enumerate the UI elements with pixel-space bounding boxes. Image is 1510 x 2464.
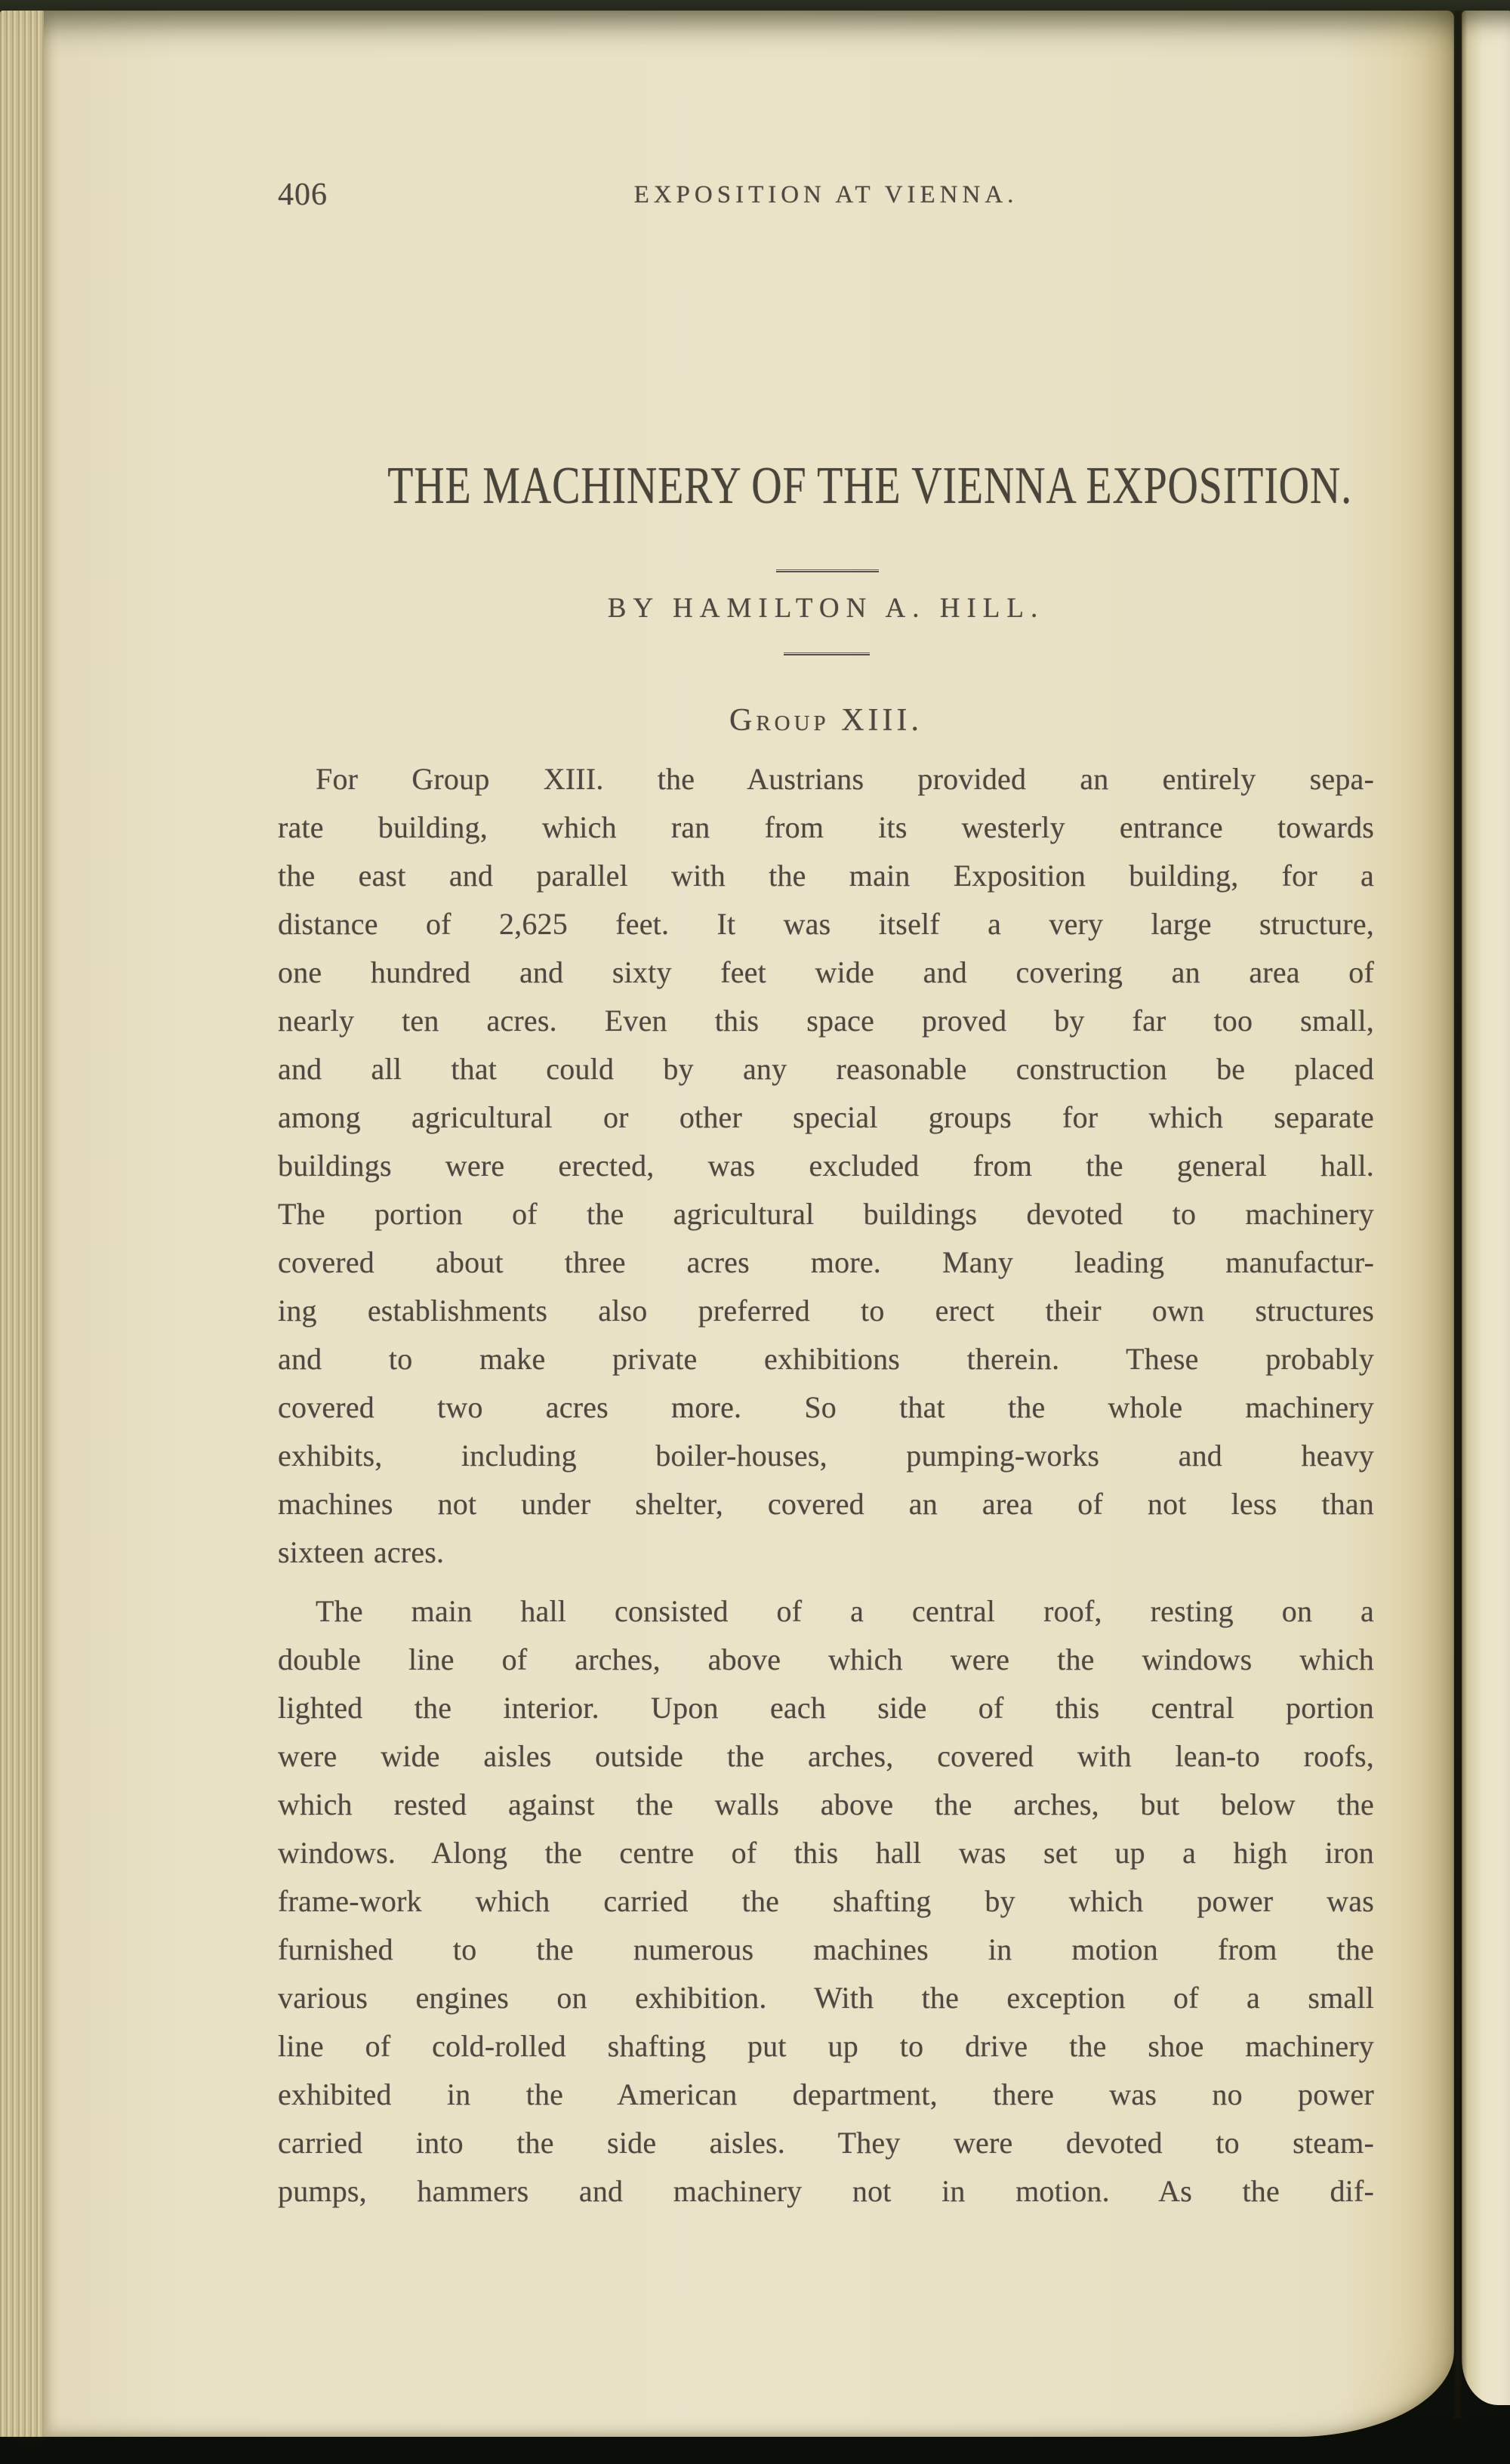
body-paragraph — [278, 755, 1374, 1577]
divider-rule-bottom — [784, 652, 870, 655]
section-heading: Group XIII. — [729, 703, 923, 738]
text-line: line of cold-rolled shafting put up to drive the shoe machinery — [278, 2029, 1374, 2063]
text-line: The main hall consisted of a central roof, resting on a — [316, 1594, 1374, 1628]
text-line: exhibits, including boiler-houses, pumping-works and heavy — [278, 1439, 1374, 1473]
text-line: For Group XIII. the Austrians provided an entirely sepa- — [316, 762, 1374, 796]
page-number: 406 — [278, 177, 328, 212]
text-line: various engines on exhibition. With the exception of a small — [278, 1981, 1374, 2015]
running-header: EXPOSITION AT VIENNA. — [633, 181, 1018, 208]
text-line: frame-work which carried the shafting by which power was — [278, 1884, 1374, 1918]
text-line: rate building, which ran from its westerly entrance towards — [278, 810, 1374, 844]
text-line: the east and parallel with the main Exposition building, for a — [278, 859, 1374, 893]
text-line: covered about three acres more. Many leading manufactur- — [278, 1245, 1374, 1279]
text-line: pumps, hammers and machinery not in motion. As the dif- — [278, 2174, 1374, 2208]
text-line: nearly ten acres. Even this space proved by far too small, — [278, 1004, 1374, 1038]
text-line: ing establishments also preferred to erect their own structures — [278, 1294, 1374, 1328]
text-line: carried into the side aisles. They were devoted to steam- — [278, 2126, 1374, 2160]
body-paragraph — [278, 1587, 1374, 2216]
text-line: distance of 2,625 feet. It was itself a very large structure, — [278, 907, 1374, 941]
divider-rule-top — [776, 569, 879, 572]
text-line: sixteen acres. — [278, 1535, 445, 1569]
text-line: lighted the interior. Upon each side of this central portion — [278, 1691, 1374, 1725]
article-title: THE MACHINERY OF THE VIENNA EXPOSITION. — [387, 457, 1352, 515]
text-line: double line of arches, above which were the windows which — [278, 1642, 1374, 1676]
text-line: among agricultural or other special groups for which separate — [278, 1100, 1374, 1134]
text-line: machines not under shelter, covered an area of not less than — [278, 1487, 1374, 1521]
article-body — [278, 755, 1374, 2216]
text-line: furnished to the numerous machines in motion from the — [278, 1932, 1374, 1966]
text-line: and all that could by any reasonable construction be placed — [278, 1052, 1374, 1086]
text-line: were wide aisles outside the arches, covered with lean-to roofs, — [278, 1739, 1374, 1773]
text-line: buildings were erected, was excluded from the general hall. — [278, 1149, 1374, 1183]
byline: BY HAMILTON A. HILL. — [607, 593, 1045, 624]
text-line: exhibited in the American department, there was no power — [278, 2077, 1374, 2111]
text-line: which rested against the walls above the arches, but below the — [278, 1787, 1374, 1821]
text-line: covered two acres more. So that the whole machinery — [278, 1390, 1374, 1424]
text-line: windows. Along the centre of this hall was set up a high iron — [278, 1836, 1374, 1870]
text-line: one hundred and sixty feet wide and covering an area of — [278, 955, 1374, 989]
text-line: The portion of the agricultural buildings devoted to machinery — [278, 1197, 1374, 1231]
text-line: and to make private exhibitions therein. These probably — [278, 1342, 1374, 1376]
